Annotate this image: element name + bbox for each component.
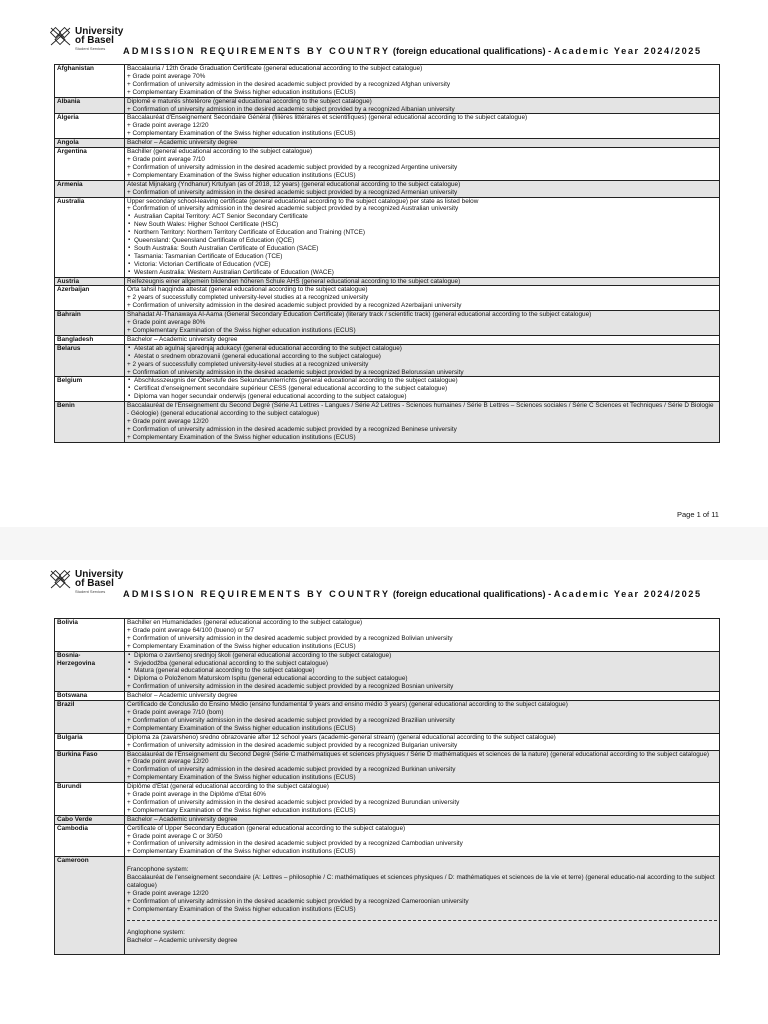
requirement-line: + Grade point average 70%: [127, 72, 206, 80]
country-row-bahrain: [55, 311, 720, 336]
requirement-line: + Complementary Examination of the Swiss higher education institutions (ECUS): [127, 905, 356, 913]
requirement-line: + Confirmation of university admission in the desired academic subject provided by a recognized Bolivian university: [127, 634, 453, 642]
requirement-bullet: ▪ South Australia: South Australian Certificate of Education (SACE): [127, 245, 717, 253]
requirements-cell: [125, 783, 720, 816]
system-divider: [127, 920, 717, 921]
country-name: Cabo Verde: [55, 815, 125, 824]
requirement-line: Bachelor – Academic university degree: [127, 139, 238, 147]
requirement-line: + Confirmation of university admission in the desired academic subject provided by a recognized Cameroonian university: [127, 897, 469, 905]
system-label: Anglophone system:: [127, 928, 185, 936]
requirement-line: + Complementary Examination of the Swiss higher education institutions (ECUS): [127, 774, 356, 782]
requirement-line: + Confirmation of university admission in the desired academic subject provided by a recognized Brazilian university: [127, 716, 455, 724]
requirement-bullet: ▪ Western Australia: Western Australian Certificate of Education (WACE): [127, 269, 717, 277]
spacer: [127, 945, 717, 954]
country-row-belarus: [55, 344, 720, 377]
country-row-armenia: [55, 180, 720, 197]
basel-crest-icon: [50, 570, 72, 590]
requirement-line: Bachelor – Academic university degree: [127, 815, 238, 823]
country-name: Angola: [55, 139, 125, 148]
requirement-line: + 2 years of successfully completed university-level studies at a recognized university: [127, 360, 369, 368]
requirement-line: + Confirmation of university admission in the desired academic subject provided by a recognized Albanian university: [127, 105, 455, 113]
requirement-line: + Confirmation of university admission in the desired academic subject provided by a recognized Armenian university: [127, 188, 458, 196]
country-name: Burkina Faso: [55, 750, 125, 783]
requirement-bullet: ▪ Matura (general educational according to the subject catalogue): [127, 667, 717, 675]
requirements-cell: [125, 148, 720, 181]
requirement-line: + Complementary Examination of the Swiss higher education institutions (ECUS): [127, 171, 356, 179]
requirement-line: Shahadat Al-Thanawaya Al-Aama (General Secondary Education Certificate) (literary track / scientific track) (general educational according to the subject catalogue): [127, 311, 592, 319]
requirement-line: Certificate of Upper Secondary Education (general educational according to the subject catalogue): [127, 824, 406, 832]
requirement-line: + Confirmation of university admission in the desired academic subject provided by a recognized Afghan university: [127, 80, 451, 88]
requirement-line: + Confirmation of university admission in the desired academic subject provided by a recognized Australian university: [127, 205, 459, 213]
requirements-cell: [125, 97, 720, 114]
requirement-line: Bachiller en Humanidades (general educational according to the subject catalogue): [127, 619, 363, 626]
requirement-bullet: ▪ New South Wales: Higher School Certificate (HSC): [127, 221, 717, 229]
requirement-bullet: ▪ Diploma o Položenom Maturskom Ispitu (general educational according to the subject catalogue): [127, 675, 717, 683]
country-row-angola: [55, 139, 720, 148]
country-row-bangladesh: [55, 335, 720, 344]
country-row-algeria: [55, 114, 720, 139]
country-name: Armenia: [55, 180, 125, 197]
requirement-line: Baccalauréat de l'Enseignement du Second Degré (Série C mathématiques et sciences physiques / Série D mathématiques et sciences de la nature) (general educational according to the subject catalogue): [127, 750, 710, 758]
requirement-line: Bachelor – Academic university degree: [127, 335, 238, 343]
requirement-line: + Complementary Examination of the Swiss higher education institutions (ECUS): [127, 88, 356, 96]
requirement-bullet: ▪ Diploma o završenoj srednjoj školi (general educational according to the subject catalogue): [127, 652, 717, 660]
requirements-cell: [125, 311, 720, 336]
requirement-bullet: ▪ Australian Capital Territory: ACT Senior Secondary Certificate: [127, 213, 717, 221]
requirement-bullet: ▪ Victoria: Victorian Certificate of Education (VCE): [127, 261, 717, 269]
requirement-line: + Complementary Examination of the Swiss higher education institutions (ECUS): [127, 130, 356, 138]
page-title: ADMISSION REQUIREMENTS BY COUNTRY (foreign educational qualifications) - Academic Year 2024/2025: [123, 589, 702, 599]
country-name: Bolivia: [55, 619, 125, 652]
requirement-line: + Confirmation of university admission in the desired academic subject provided by a recognized Argentine university: [127, 163, 458, 171]
requirements-table: [54, 64, 720, 443]
requirement-line: + Complementary Examination of the Swiss higher education institutions (ECUS): [127, 806, 356, 814]
country-name: Bangladesh: [55, 335, 125, 344]
requirement-line: + Confirmation of university admission in the desired academic subject provided by a recognized Burkinan university: [127, 766, 456, 774]
requirement-line: Diplôme d'Etat (general educational according to the subject catalogue): [127, 783, 329, 791]
requirement-line: + Grade point average in the Diplôme d'Etat 60%: [127, 791, 266, 799]
requirements-cell: [125, 377, 720, 402]
country-name: Belarus: [55, 344, 125, 377]
requirement-line: + Grade point average 12/20: [127, 417, 209, 425]
requirement-bullet: ▪ Atestat ab agulnaj sjarednjaj adukacyi (general educational according to the subject catalogue): [127, 345, 717, 353]
requirements-table: [54, 618, 720, 955]
country-name: Australia: [55, 197, 125, 277]
requirement-line: Diplomë e maturës shtetërore (general educational according to the subject catalogue): [127, 97, 372, 105]
logo-text: University of Basel: [75, 26, 124, 46]
requirement-line: + Confirmation of university admission in the desired academic subject provided by a recognized Belorussian university: [127, 368, 464, 376]
country-name: Afghanistan: [55, 65, 125, 98]
requirement-line: + 2 years of successfully completed university-level studies at a recognized university: [127, 294, 369, 302]
logo-subtitle: Student Services: [75, 589, 106, 594]
requirement-line: + Grade point average 7/10 (bom): [127, 708, 224, 716]
requirements-cell: [125, 286, 720, 311]
requirement-line: + Grade point average 12/20: [127, 122, 209, 130]
requirement-line: + Grade point average 12/20: [127, 890, 209, 897]
requirement-line: + Confirmation of university admission in the desired academic subject provided by a recognized Beninese university: [127, 425, 457, 433]
requirements-cell: [125, 335, 720, 344]
country-row-benin: [55, 402, 720, 443]
country-row-belgium: [55, 377, 720, 402]
requirement-line: + Grade point average 12/20: [127, 758, 209, 766]
country-name: Albania: [55, 97, 125, 114]
requirements-cell: [125, 65, 720, 98]
requirement-bullet: ▪ Diploma van hoger secundair onderwijs (general educational according to the subject catalogue): [127, 393, 717, 401]
page-title: ADMISSION REQUIREMENTS BY COUNTRY (foreign educational qualifications) - Academic Year 2024/2025: [123, 46, 702, 56]
country-name: Azerbaijan: [55, 286, 125, 311]
country-row-azerbaijan: [55, 286, 720, 311]
requirement-line: Baccalauréat d'Enseignement Secondaire Général (filières littéraires et scientifiques) (general educational according to the subject catalogue): [127, 114, 528, 122]
requirements-cell: [125, 114, 720, 139]
requirement-line: + Complementary Examination of the Swiss higher education institutions (ECUS): [127, 433, 356, 441]
requirement-bullet: ▪ Certificat d'enseignement secondaire supérieur CESS (general educational according to the subject catalogue): [127, 385, 717, 393]
requirements-cell: [125, 277, 720, 286]
country-name: Austria: [55, 277, 125, 286]
country-name: Algeria: [55, 114, 125, 139]
requirement-line: Bachelor – Academic university degree: [127, 692, 238, 700]
country-name: Burundi: [55, 783, 125, 816]
requirement-line: Certificado de Conclusão do Ensino Médio (ensino fundamental 9 years and ensino médio 3 years) (general educational according to the subject catalogue): [127, 701, 568, 709]
requirement-line: + Confirmation of university admission in the desired academic subject provided by a recognized Burundian university: [127, 798, 460, 806]
requirements-cell: [125, 344, 720, 377]
country-row-bolivia: [55, 619, 720, 652]
country-name: Cameroon: [55, 857, 125, 954]
country-row-bulgaria: [55, 733, 720, 750]
country-row-cambodia: [55, 824, 720, 857]
requirements-cell: [125, 857, 720, 954]
requirement-line: + Confirmation of university admission in the desired academic subject provided by a recognized Bosnian university: [127, 683, 454, 691]
country-row-austria: [55, 277, 720, 286]
country-name: Botswana: [55, 692, 125, 701]
country-name: Benin: [55, 402, 125, 443]
requirement-bullet: ▪ Tasmania: Tasmanian Certificate of Education (TCE): [127, 253, 717, 261]
country-row-australia: [55, 197, 720, 277]
requirement-line: Baccalauréat de l'Enseignement du Second Degré (Série A1 Lettres - Langues / Série A2 Lettres - Sciences humaines / Série B Lettres – Sciences sociales / Série C Sciences et Techniques / Série D Biologie - Géologie) (general educational according to the subject catalogue): [127, 402, 714, 418]
basel-crest-icon: [50, 27, 72, 47]
country-name: Brazil: [55, 701, 125, 734]
page-number: Page 1 of 11: [677, 510, 719, 519]
requirement-bullet: ▪ Atestat o srednem obrazovanii (general educational according to the subject catalogue): [127, 353, 717, 361]
requirement-line: + Grade point average 7/10: [127, 155, 205, 163]
requirements-cell: [125, 180, 720, 197]
requirements-cell: [125, 651, 720, 692]
country-row-afghanistan: [55, 65, 720, 98]
country-row-burundi: [55, 783, 720, 816]
country-row-brazil: [55, 701, 720, 734]
logo-text: University of Basel: [75, 569, 124, 589]
requirement-bullet: ▪ Northern Territory: Northern Territory Certificate of Education and Training (NTCE): [127, 229, 717, 237]
country-row-albania: [55, 97, 720, 114]
country-name: Bosnia- Herzegovina: [55, 651, 125, 692]
requirement-line: Bachiller (general educational according to the subject catalogue): [127, 148, 313, 156]
country-row-burkina-faso: [55, 750, 720, 783]
requirement-bullet: ▪ Queensland: Queensland Certificate of Education (QCE): [127, 237, 717, 245]
country-row-cameroon: [55, 857, 720, 954]
requirements-cell: [125, 197, 720, 277]
system-label: Francophone system:: [127, 866, 189, 874]
document-page-2: [0, 560, 768, 1024]
requirements-cell: [125, 619, 720, 652]
requirement-line: Upper secondary school-leaving certificate (general educational according to the subject catalogue) per state as listed below: [127, 197, 479, 205]
requirements-cell: [125, 750, 720, 783]
requirements-cell: [125, 733, 720, 750]
requirements-cell: [125, 402, 720, 443]
requirements-cell: [125, 139, 720, 148]
requirement-line: Diploma za (zavarsheno) sredno obrazovanie after 12 school years (academic-general stream) (general educational according to the subject catalogue): [127, 733, 556, 741]
requirement-line: Baccalauréat de l'enseignement secondaire (A: Lettres – philosophie / C: mathématiques et sciences physiques / D: mathématiques et sciences de la vie et terre) (general educatio-nal according to the subject catalogue): [127, 874, 715, 890]
requirement-line: Bachelor – Academic university degree: [127, 936, 238, 944]
logo-subtitle: Student Services: [75, 46, 106, 51]
requirement-line: + Complementary Examination of the Swiss higher education institutions (ECUS): [127, 848, 356, 856]
country-row-botswana: [55, 692, 720, 701]
requirements-cell: [125, 815, 720, 824]
spacer: [127, 857, 717, 866]
requirement-line: + Confirmation of university admission in the desired academic subject provided by a recognized Cambodian university: [127, 840, 463, 848]
country-name: Bahrain: [55, 311, 125, 336]
requirement-line: Baccalauria / 12th Grade Graduation Certificate (general educational according to the subject catalogue): [127, 65, 423, 72]
requirement-line: + Grade point average 64/100 (bueno) or 5/7: [127, 626, 255, 634]
requirement-line: + Complementary Examination of the Swiss higher education institutions (ECUS): [127, 642, 356, 650]
country-name: Bulgaria: [55, 733, 125, 750]
requirement-bullet: ▪ Svjedodžba (general educational according to the subject catalogue): [127, 660, 717, 668]
requirement-line: + Grade point average 80%: [127, 319, 206, 327]
country-row-argentina: [55, 148, 720, 181]
requirement-line: + Confirmation of university admission in the desired academic subject provided by a recognized Bulgarian university: [127, 741, 458, 749]
requirement-bullet: ▪ Abschlusszeugnis der Oberstufe des Sekundarunterrichts (general educational according to the subject catalogue): [127, 377, 717, 385]
country-name: Cambodia: [55, 824, 125, 857]
requirement-line: + Complementary Examination of the Swiss higher education institutions (ECUS): [127, 327, 356, 334]
country-name: Argentina: [55, 148, 125, 181]
requirement-line: + Grade point average C or 30/50: [127, 832, 223, 840]
requirements-cell: [125, 701, 720, 734]
requirement-line: + Complementary Examination of the Swiss higher education institutions (ECUS): [127, 724, 356, 732]
country-name: Belgium: [55, 377, 125, 402]
country-row-bosnia-herzegovina: [55, 651, 720, 692]
requirement-line: Atestat Mijnakarg (Yndhanur) Krtutyan (as of 2018, 12 years) (general educational according to the subject catalogue): [127, 180, 461, 188]
requirements-cell: [125, 692, 720, 701]
country-row-cabo-verde: [55, 815, 720, 824]
requirement-line: Reifezeugnis einer allgemein bildenden höheren Schule AHS (general educational according to the subject catalogue): [127, 277, 461, 285]
requirement-line: + Confirmation of university admission in the desired academic subject provided by a recognized Azerbaijani university: [127, 302, 462, 310]
requirement-line: Orta tahsil haqqinda attestat (general educational according to the subject catalogue): [127, 286, 368, 294]
requirements-cell: [125, 824, 720, 857]
